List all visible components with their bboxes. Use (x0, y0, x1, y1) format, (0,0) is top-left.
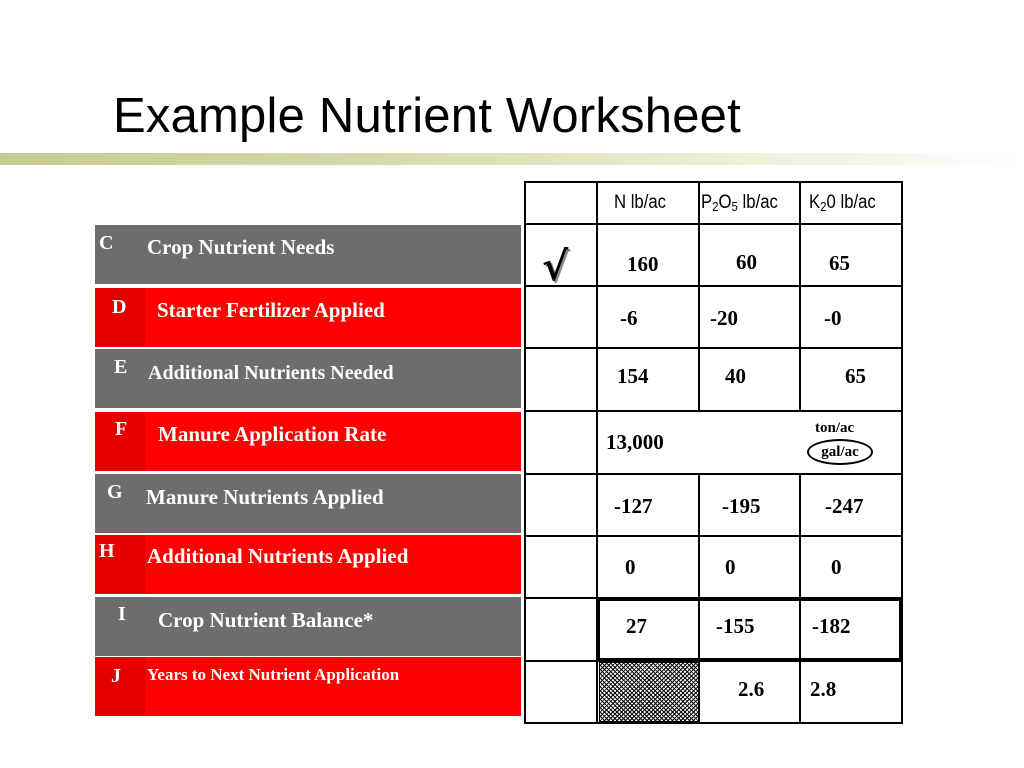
row-label: Starter Fertilizer Applied (157, 298, 385, 322)
cell-c-p: 60 (736, 250, 757, 274)
grid-line (524, 410, 903, 412)
row-additional-applied (95, 535, 521, 594)
row-starter-fertilizer (95, 288, 521, 347)
grid-line (698, 181, 700, 411)
cell-i-p: -155 (716, 614, 755, 638)
unit-ton-ac: ton/ac (815, 420, 855, 436)
row-years-next (95, 657, 521, 716)
cell-i-k: -182 (812, 614, 851, 638)
cell-g-n: -127 (614, 494, 653, 518)
hatched-cell (599, 662, 699, 722)
row-label: Additional Nutrients Needed (148, 362, 394, 384)
cell-i-n: 27 (626, 614, 647, 638)
row-letter: C (99, 232, 114, 254)
cell-h-n: 0 (625, 555, 636, 579)
cell-g-k: -247 (825, 494, 864, 518)
cell-f-rate: 13,000 (606, 430, 664, 454)
cell-c-n: 160 (627, 252, 659, 276)
page-title: Example Nutrient Worksheet (113, 89, 741, 143)
cell-g-p: -195 (722, 494, 761, 518)
row-label: Crop Nutrient Balance* (158, 608, 374, 632)
cell-d-p: -20 (710, 306, 738, 330)
title-underline (0, 153, 1024, 165)
row-label: Manure Application Rate (158, 422, 387, 446)
row-crop-balance (95, 597, 521, 656)
grid-line (524, 285, 903, 287)
cell-e-k: 65 (845, 364, 866, 388)
cell-h-p: 0 (725, 555, 736, 579)
cell-j-k: 2.8 (810, 677, 837, 701)
header-n: N lb/ac (614, 192, 667, 213)
row-manure-nutrients (95, 474, 521, 533)
grid-line (524, 473, 903, 475)
grid-line (524, 535, 903, 537)
header-p2o5: $P_2O_5$ lb/ac (701, 192, 778, 214)
cell-e-p: 40 (725, 364, 746, 388)
cell-c-k: 65 (829, 251, 850, 275)
grid-line (524, 223, 903, 225)
row-letter: F (115, 418, 128, 440)
unit-gal-ac-circled: gal/ac (807, 439, 873, 465)
grid-line (799, 181, 801, 411)
row-letter: D (112, 296, 127, 318)
row-letter: J (111, 665, 121, 687)
header-k2o: $K_20$ lb/ac (809, 192, 876, 214)
row-crop-nutrient-needs (95, 225, 521, 284)
cell-h-k: 0 (831, 555, 842, 579)
row-label: Manure Nutrients Applied (146, 485, 384, 509)
row-manure-rate (95, 412, 521, 471)
cell-d-k: -0 (824, 306, 842, 330)
cell-d-n: -6 (620, 306, 638, 330)
cell-j-p: 2.6 (738, 677, 765, 701)
row-letter: E (114, 356, 128, 378)
grid-line (524, 347, 903, 349)
row-additional-needed (95, 349, 521, 408)
check-mark-icon: √ (542, 243, 569, 290)
row-letter: I (118, 603, 126, 625)
row-label: Additional Nutrients Applied (147, 544, 409, 568)
row-label: Crop Nutrient Needs (147, 235, 335, 259)
row-letter: G (107, 481, 123, 503)
row-letter: H (99, 540, 115, 562)
cell-e-n: 154 (617, 364, 649, 388)
row-label: Years to Next Nutrient Application (147, 665, 400, 684)
